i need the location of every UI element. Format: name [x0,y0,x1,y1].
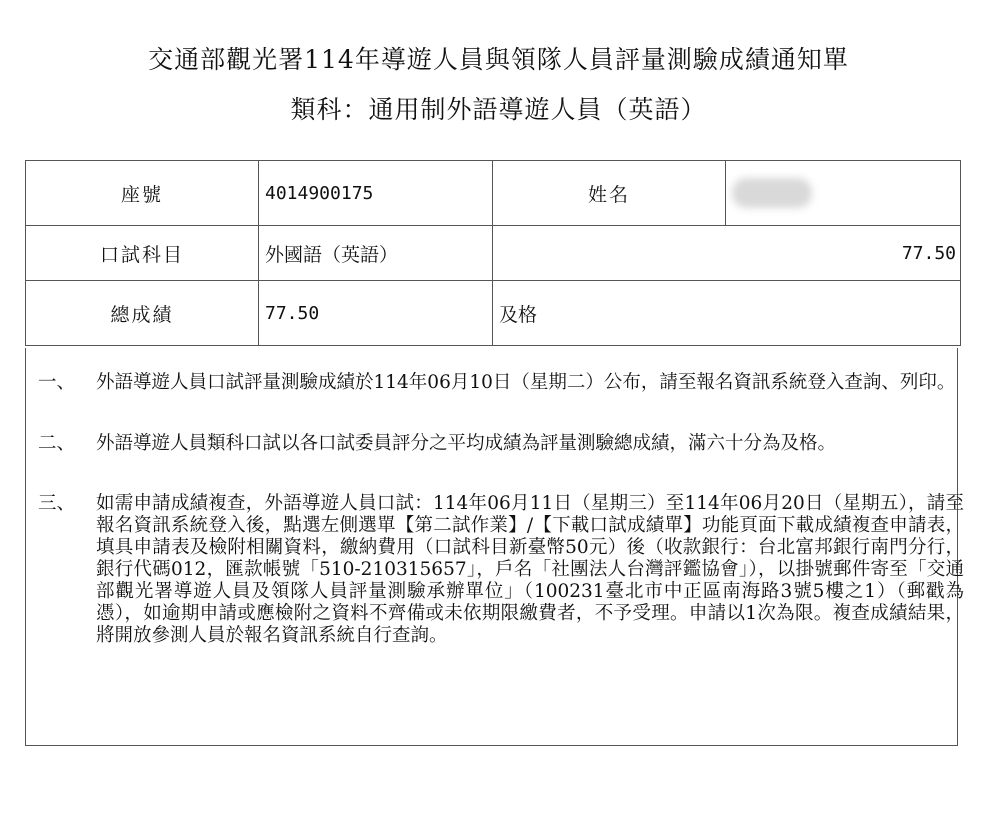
oral-subject-value: 外國語（英語） [259,226,493,281]
blurred-name [732,178,812,208]
notes-box [25,348,964,746]
note-text: 如需申請成績複查，外語導遊人員口試：114年06月11日（星期三）至114年06月20日（星期五），請至報名資訊系統登入後，點選左側選單【第二試作業】/【下載口試成績單】功能頁面下載成績複查申請表，填具申請表及檢附相關資料，繳納費用（口試科目新臺幣50元）後（收款銀行：台北富邦銀行南門分行，銀行代碼012，匯款帳號「510-210315657」，戶名「社團法人台灣評鑑協會」），以掛號郵件寄至「交通部觀光署導遊人員及領隊人員評量測驗承辦單位」（100231臺北市中正區南海路3號5樓之1）（郵戳為憑），如逾期申請或應檢附之資料不齊備或未依期限繳費者，不予受理。申請以1次為限。複查成績結果，將開放參測人員於報名資訊系統自行查詢。 [96,493,964,646]
name-label: 姓名 [493,161,726,226]
seat-value: 4014900175 [259,161,493,226]
category-subtitle: 類科：通用制外語導遊人員（英語） [290,95,707,124]
score-table [25,160,961,346]
note-number: 三、 [38,493,76,514]
note-number: 一、 [38,372,76,393]
result-value: 及格 [493,281,961,346]
note-number: 二、 [38,433,76,454]
seat-row [26,161,961,226]
oral-subject-label: 口試科目 [26,226,259,281]
notice-title: 交通部觀光署114年導遊人員與領隊人員評量測驗成績通知單 [148,45,849,74]
total-label: 總成績 [26,281,259,346]
total-row [26,281,961,346]
note-text: 外語導遊人員口試評量測驗成績於114年06月10日（星期二）公布，請至報名資訊系統登入查詢、列印。 [96,372,956,393]
seat-label: 座號 [26,161,259,226]
oral-subject-score: 77.50 [493,226,961,281]
oral-subject-row [26,226,961,281]
total-value: 77.50 [259,281,493,346]
note-text: 外語導遊人員類科口試以各口試委員評分之平均成績為評量測驗總成績，滿六十分為及格。 [96,433,837,454]
name-value-cell [726,161,961,226]
